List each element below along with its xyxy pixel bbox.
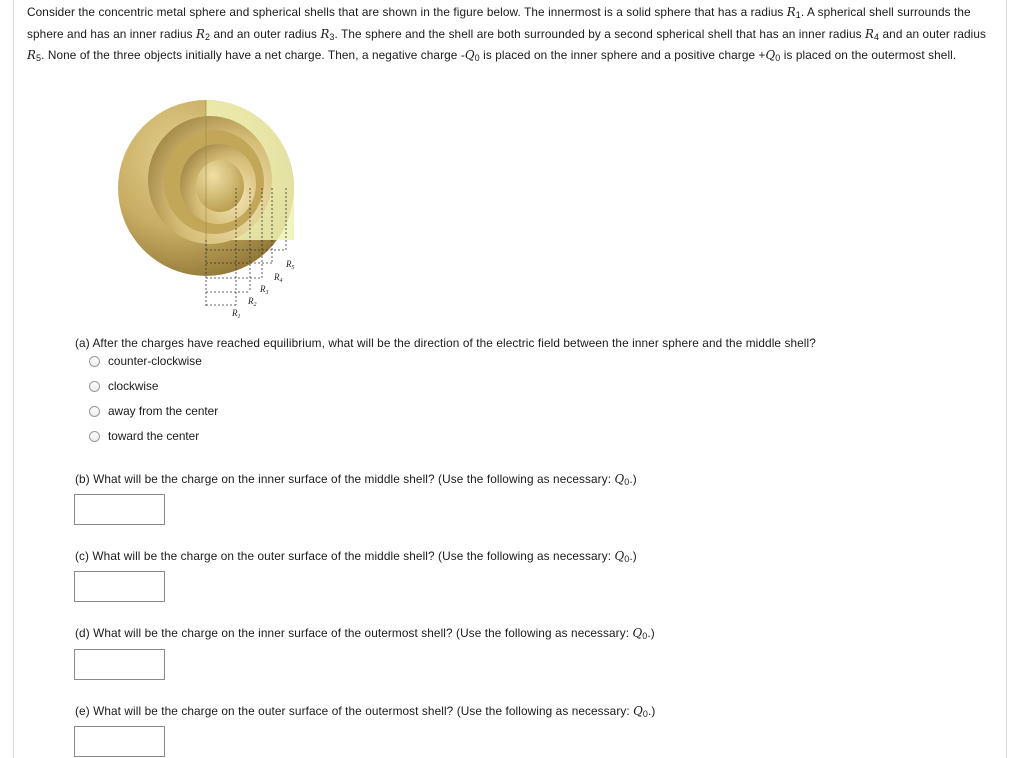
label-r5: $R_5$ [286,259,295,271]
var-r: R [196,26,206,41]
statement-text: and an outer radius [879,26,987,41]
var-r: R [786,5,796,19]
var-q: Q [765,48,776,62]
question-suffix: .) [647,626,655,640]
var-r: R [865,26,875,41]
question-b [75,472,637,486]
answer-b-input[interactable] [74,494,165,525]
option-counter-clockwise[interactable] [89,353,202,369]
radio-button[interactable] [89,431,100,442]
var-r: R [320,26,330,41]
statement-text: is placed on the inner sphere and a positive charge + [479,48,766,62]
radio-button[interactable] [89,406,100,417]
var-q: Q [632,626,643,640]
option-label: toward the center [108,429,200,443]
statement-text: Consider the concentric metal sphere and spherical shells that are shown in the figure below. The innermost is a solid sphere that has a radius [27,5,787,19]
question-text: (e) What will be the charge on the outer surface of the outermost shell? (Use the following as necessary: [75,704,634,718]
var-q: Q [464,48,475,62]
option-label: counter-clockwise [108,354,202,368]
sub: 0 [624,554,630,564]
var-q: Q [614,472,625,486]
var-r: R [27,48,36,62]
question-text: (c) What will be the charge on the outer surface of the middle shell? (Use the following as necessary: [75,549,615,563]
sub: 0 [775,53,781,63]
option-toward-center[interactable] [89,428,199,444]
sub: 1 [795,10,801,20]
sub: 4 [874,31,880,42]
question-suffix: .) [648,704,656,718]
problem-statement [27,2,1002,67]
question-e [75,704,655,718]
option-label: away from the center [108,404,219,418]
answer-c-input[interactable] [74,571,165,602]
sub: 5 [35,53,42,63]
answer-e-input[interactable] [74,726,165,757]
sub: 2 [205,31,211,42]
radio-button[interactable] [89,381,100,392]
answer-d-input[interactable] [74,649,165,680]
question-text: (d) What will be the charge on the inner surface of the outermost shell? (Use the following as necessary: [75,626,633,640]
option-label: clockwise [108,379,159,393]
question-c [75,549,637,563]
inner-sphere [196,160,244,212]
label-r3: $R_3$ [260,284,269,296]
statement-text: . A spherical shell surrounds the sphere and has an inner radius [27,5,971,41]
question-a: (a) After the charges have reached equilibrium, what will be the direction of the electric field between the inner sphere and the middle shell? [75,336,816,350]
option-away-from-center[interactable] [89,403,218,419]
sub: 3 [329,31,335,42]
statement-text: is placed on the outermost shell. [780,48,957,62]
var-q: Q [633,704,643,718]
option-clockwise[interactable] [89,378,158,394]
label-r2: $R_2$ [248,296,257,308]
question-suffix: .) [629,549,637,563]
statement-text: and an outer radius [210,26,321,41]
concentric-spheres-figure [118,100,303,322]
sub: 0 [624,477,630,487]
statement-text: . None of the three objects initially have a net charge. Then, a negative charge - [41,48,465,62]
var-q: Q [614,549,625,563]
statement-text: . The sphere and the shell are both surrounded by a second spherical shell that has an inner radius [334,26,866,41]
question-suffix: .) [629,472,637,486]
label-r4: $R_4$ [274,272,283,284]
question-text: (b) What will be the charge on the inner surface of the middle shell? (Use the following as necessary: [75,472,615,486]
sub: 0 [474,53,480,63]
question-d [75,626,655,640]
sub: 0 [642,631,648,641]
label-r1: $R_1$ [232,308,241,320]
radio-button[interactable] [89,356,100,367]
sub: 0 [642,709,649,719]
